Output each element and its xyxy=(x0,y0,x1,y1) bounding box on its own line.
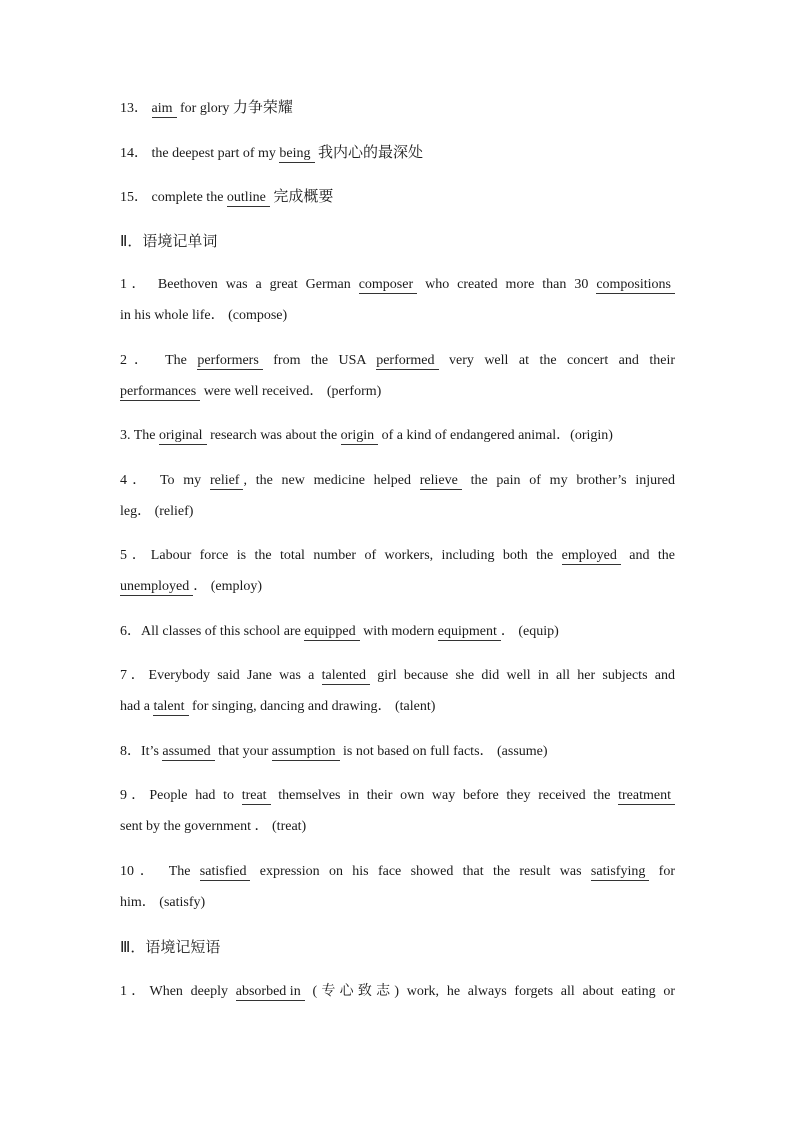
question-text: 10． The xyxy=(120,864,200,879)
question-9-line-2: sent by the government ． (treat) xyxy=(120,819,307,834)
answer-blank: relieve xyxy=(420,473,462,490)
question-7-line-2 xyxy=(120,697,675,717)
question-text: for singing, dancing and drawing． (talent) xyxy=(188,699,436,714)
phrase-item-14 xyxy=(120,142,675,162)
question-9-line-1 xyxy=(120,786,675,806)
phrase-item-13 xyxy=(120,97,675,117)
question-text: 9．People had to xyxy=(120,788,242,803)
question-text: research was about the xyxy=(206,428,341,443)
answer-blank: relief xyxy=(210,473,244,490)
item-text: for glory xyxy=(176,101,233,116)
answer-blank: assumption xyxy=(272,744,340,761)
question-text: the pain of my brother’s injured xyxy=(461,473,676,488)
answer-blank: satisfied xyxy=(200,864,251,881)
question-text: (专心致志) work, he always forgets all about eating or xyxy=(304,984,676,999)
question-text: that your xyxy=(214,744,272,759)
question-text: 5．Labour force is the total number of workers, including both the xyxy=(120,548,562,563)
answer-blank: satisfying xyxy=(591,864,649,881)
chinese-meaning: 力争荣耀 xyxy=(232,98,293,116)
phrase-item-15 xyxy=(120,186,675,206)
question-text: 2． The xyxy=(120,353,198,368)
question-text: had a xyxy=(120,699,154,714)
answer-blank: being xyxy=(279,146,314,163)
question-4-line-2: leg． (relief) xyxy=(120,504,194,519)
answer-blank: absorbed in xyxy=(236,984,305,1001)
chinese-meaning: 我内心的最深处 xyxy=(318,143,424,161)
answer-blank: origin xyxy=(341,428,378,445)
chinese-meaning: 完成概要 xyxy=(273,187,334,205)
answer-blank: treat xyxy=(242,788,271,805)
question-6-line-1 xyxy=(120,622,675,642)
phrase-question-1-line-1 xyxy=(120,982,675,1002)
answer-blank: compositions xyxy=(596,277,675,294)
question-text: girl because she did well in all her subjects and xyxy=(369,668,675,683)
question-text: expression on his face showed that the result was xyxy=(250,864,591,879)
answer-blank: talent xyxy=(153,699,188,716)
question-text: who created more than 30 xyxy=(417,277,597,292)
answer-blank: outline xyxy=(227,190,270,207)
item-number: 15． xyxy=(120,190,148,205)
question-text: themselves in their own way before they received the xyxy=(270,788,619,803)
question-10-line-2: him． (satisfy) xyxy=(120,895,206,910)
question-text: 3. The xyxy=(120,428,160,443)
question-text: is not based on full facts． (assume) xyxy=(339,744,548,759)
section-heading-3: Ⅲ．语境记短语 xyxy=(120,938,221,956)
answer-blank: talented xyxy=(322,668,370,685)
question-2-line-2 xyxy=(120,382,675,402)
item-text: complete the xyxy=(151,190,227,205)
question-text: 6．All classes of this school are xyxy=(120,624,305,639)
question-7-line-1 xyxy=(120,666,675,686)
item-number: 14． xyxy=(120,146,148,161)
answer-blank: unemployed xyxy=(120,579,193,596)
question-5-line-2 xyxy=(120,577,675,597)
answer-blank: equipment xyxy=(438,624,501,641)
question-2-line-1 xyxy=(120,351,675,371)
question-text: 4． To my xyxy=(120,473,210,488)
question-text: 8．It’s xyxy=(120,744,163,759)
question-1-line-1 xyxy=(120,275,675,295)
question-text: 7．Everybody said Jane was a xyxy=(120,668,322,683)
answer-blank: aim xyxy=(152,101,177,118)
question-4-line-1 xyxy=(120,471,675,491)
question-text: from the USA xyxy=(262,353,377,368)
question-text: and the xyxy=(620,548,675,563)
answer-blank: performances xyxy=(120,384,200,401)
answer-blank: performed xyxy=(376,353,438,370)
item-number: 13． xyxy=(120,101,148,116)
question-3-line-1 xyxy=(120,426,675,446)
question-8-line-1 xyxy=(120,742,675,762)
question-text: 1． Beethoven was a great German xyxy=(120,277,359,292)
question-text: were well received． (perform) xyxy=(200,384,382,399)
answer-blank: equipped xyxy=(304,624,359,641)
question-text: with modern xyxy=(359,624,438,639)
answer-blank: assumed xyxy=(162,744,214,761)
answer-blank: performers xyxy=(197,353,262,370)
question-5-line-1 xyxy=(120,546,675,566)
question-text: , the new medicine helped xyxy=(243,473,420,488)
answer-blank: employed xyxy=(562,548,621,565)
question-text: for xyxy=(649,864,676,879)
question-text: very well at the concert and their xyxy=(438,353,676,368)
question-text: of a kind of endangered animal．(origin) xyxy=(378,428,613,443)
question-text: ． (employ) xyxy=(193,579,263,594)
question-text: ． (equip) xyxy=(500,624,559,639)
answer-blank: original xyxy=(159,428,207,445)
item-text: the deepest part of my xyxy=(151,146,280,161)
question-text: 1．When deeply xyxy=(120,984,236,999)
answer-blank: composer xyxy=(359,277,417,294)
answer-blank: treatment xyxy=(618,788,675,805)
question-1-line-2: in his whole life． (compose) xyxy=(120,308,288,323)
question-10-line-1 xyxy=(120,862,675,882)
section-heading-2: Ⅱ．语境记单词 xyxy=(120,232,218,250)
